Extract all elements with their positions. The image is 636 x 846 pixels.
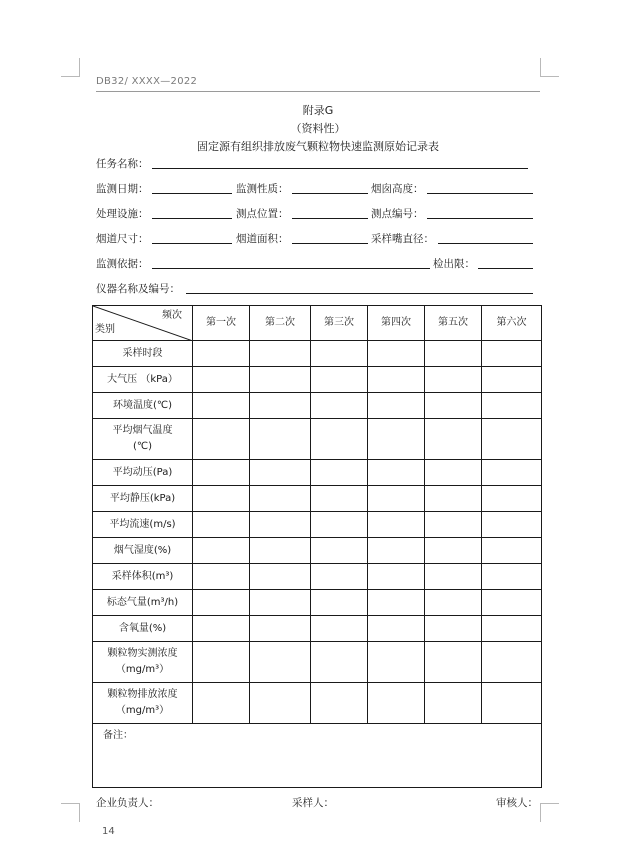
row-label-cell [93,642,193,683]
data-cell[interactable] [193,616,250,642]
data-cell[interactable] [368,419,425,460]
point-position-label: 测点位置： [236,208,289,220]
detection-limit-field[interactable] [478,268,533,269]
manager-signature-label: 企业负责人： [96,797,159,809]
flue-area-field[interactable] [292,243,368,244]
row-label-cell [93,393,193,419]
stack-height-field[interactable] [427,193,533,194]
row-label: 平均流速(m/s) [109,518,176,530]
table-row [93,393,542,419]
row-label: 含氧量(%) [118,622,167,634]
data-cell[interactable] [311,642,368,683]
column-header: 第三次 [311,306,368,341]
data-cell[interactable] [250,419,311,460]
data-cell[interactable] [311,367,368,393]
data-cell[interactable] [482,616,542,642]
data-cell[interactable] [250,616,311,642]
data-cell[interactable] [311,486,368,512]
data-cell[interactable] [250,683,311,724]
data-cell[interactable] [311,460,368,486]
nozzle-diameter-label: 采样嘴直径： [371,233,434,245]
data-cell[interactable] [368,683,425,724]
basis-field[interactable] [152,268,430,269]
row-label: 环境温度(℃) [112,399,173,411]
treatment-field[interactable] [152,218,232,219]
header-divider [96,91,540,92]
data-cell[interactable] [193,642,250,683]
data-cell[interactable] [368,616,425,642]
appendix-title: 附录G [302,104,334,117]
data-cell[interactable] [368,460,425,486]
column-header: 第二次 [250,306,311,341]
row-label-cell [93,564,193,590]
standard-code: DB32/ XXXX—2022 [96,76,198,87]
data-cell[interactable] [311,564,368,590]
column-header: 第五次 [425,306,482,341]
point-number-label: 测点编号： [371,208,424,220]
row-label-unit: （mg/m³） [115,705,170,716]
table-row [93,616,542,642]
data-cell[interactable] [425,460,482,486]
row-label-cell [93,512,193,538]
row-label: 平均动压(Pa) [112,466,173,478]
data-cell[interactable] [311,419,368,460]
crop-mark-bottom-left [61,803,80,822]
corner-category-label: 类别 [95,324,115,335]
data-cell[interactable] [425,564,482,590]
row-label: 烟气湿度(%) [113,544,172,556]
column-header: 第四次 [368,306,425,341]
instrument-label: 仪器名称及编号： [96,283,180,295]
monitor-nature-label: 监测性质： [236,183,289,195]
monitor-date-field[interactable] [152,193,232,194]
data-cell[interactable] [193,590,250,616]
data-cell[interactable] [250,642,311,683]
basis-label: 监测依据： [96,258,149,270]
remark-cell[interactable] [93,724,542,788]
monitor-date-label: 监测日期： [96,183,149,195]
row-label-cell [93,460,193,486]
table-row [93,460,542,486]
data-cell[interactable] [311,538,368,564]
data-cell[interactable] [425,419,482,460]
record-table [92,305,542,788]
data-cell[interactable] [311,512,368,538]
data-cell[interactable] [482,460,542,486]
row-label-cell [93,538,193,564]
data-cell[interactable] [193,486,250,512]
table-row [93,683,542,724]
table-row [93,538,542,564]
point-number-field[interactable] [427,218,533,219]
sampler-signature-label: 采样人： [292,797,334,809]
data-cell[interactable] [368,590,425,616]
data-cell[interactable] [193,683,250,724]
row-label-unit: (℃) [132,441,153,452]
data-cell[interactable] [368,642,425,683]
table-row [93,486,542,512]
data-cell[interactable] [482,367,542,393]
data-cell[interactable] [368,538,425,564]
row-label: 颗粒物排放浓度 [107,689,178,700]
data-cell[interactable] [193,538,250,564]
flue-area-label: 烟道面积： [236,233,289,245]
data-cell[interactable] [250,538,311,564]
data-cell[interactable] [482,393,542,419]
reviewer-signature-label: 审核人： [496,797,538,809]
stack-height-label: 烟囱高度： [371,183,424,195]
data-cell[interactable] [250,393,311,419]
data-cell[interactable] [368,341,425,367]
row-label: 采样体积(m³) [111,570,174,582]
remark-row [93,724,542,788]
row-label-cell [93,486,193,512]
data-cell[interactable] [425,683,482,724]
data-cell[interactable] [425,616,482,642]
table-row [93,419,542,460]
data-cell[interactable] [311,683,368,724]
remark-label: 备注： [103,730,133,741]
data-cell[interactable] [193,341,250,367]
data-cell[interactable] [311,590,368,616]
data-cell[interactable] [368,564,425,590]
row-label: 标态气量(m³/h) [106,596,179,608]
data-cell[interactable] [482,538,542,564]
crop-mark-bottom-right [540,803,559,822]
monitor-nature-field[interactable] [292,193,368,194]
data-cell[interactable] [311,616,368,642]
instrument-field[interactable] [186,293,533,294]
data-cell[interactable] [250,460,311,486]
row-label-cell [93,367,193,393]
row-label: 平均烟气温度 [112,425,173,436]
table-row [93,564,542,590]
data-cell[interactable] [425,486,482,512]
data-cell[interactable] [250,512,311,538]
data-cell[interactable] [425,367,482,393]
column-header: 第一次 [193,306,250,341]
data-cell[interactable] [368,512,425,538]
detection-limit-label: 检出限： [433,258,475,270]
row-label-cell [93,683,193,724]
task-name-label: 任务名称： [96,158,149,170]
table-row [93,367,542,393]
data-cell[interactable] [311,341,368,367]
row-label-unit: （mg/m³） [115,664,170,675]
data-cell[interactable] [368,367,425,393]
row-label: 颗粒物实测浓度 [107,648,178,659]
page-number: 14 [102,826,115,837]
data-cell[interactable] [250,341,311,367]
data-cell[interactable] [250,564,311,590]
data-cell[interactable] [193,393,250,419]
nozzle-diameter-field[interactable] [438,243,533,244]
data-cell[interactable] [250,486,311,512]
data-cell[interactable] [425,341,482,367]
table-row [93,512,542,538]
corner-frequency-label: 频次 [162,310,182,321]
row-label: 采样时段 [122,347,163,359]
data-cell[interactable] [193,419,250,460]
data-cell[interactable] [482,642,542,683]
data-cell[interactable] [482,486,542,512]
data-cell[interactable] [482,683,542,724]
row-label-cell [93,419,193,460]
row-label-cell [93,341,193,367]
data-cell[interactable] [425,512,482,538]
data-cell[interactable] [482,419,542,460]
data-cell[interactable] [368,486,425,512]
data-cell[interactable] [482,512,542,538]
table-header-row [93,306,542,341]
row-label-cell [93,616,193,642]
data-cell[interactable] [425,538,482,564]
crop-mark-top-right [540,58,559,77]
data-cell[interactable] [250,367,311,393]
crop-mark-top-left [61,58,80,77]
data-cell[interactable] [193,460,250,486]
row-label: 大气压 （kPa） [107,373,178,385]
data-cell[interactable] [425,642,482,683]
form-title: 固定源有组织排放废气颗粒物快速监测原始记录表 [197,140,439,153]
corner-cell [93,306,193,341]
point-position-field[interactable] [292,218,368,219]
table-row [93,590,542,616]
data-cell[interactable] [482,590,542,616]
data-cell[interactable] [368,393,425,419]
data-cell[interactable] [425,393,482,419]
row-label-cell [93,590,193,616]
data-cell[interactable] [193,564,250,590]
treatment-label: 处理设施： [96,208,149,220]
data-cell[interactable] [193,367,250,393]
data-cell[interactable] [482,341,542,367]
column-header: 第六次 [482,306,542,341]
appendix-nature: （资料性） [290,122,346,135]
table-row [93,341,542,367]
data-cell[interactable] [193,512,250,538]
flue-size-field[interactable] [152,243,232,244]
data-cell[interactable] [482,564,542,590]
task-name-field[interactable] [152,168,528,169]
data-cell[interactable] [311,393,368,419]
data-cell[interactable] [425,590,482,616]
table-row [93,642,542,683]
row-label: 平均静压(kPa) [109,492,176,504]
flue-size-label: 烟道尺寸： [96,233,149,245]
data-cell[interactable] [250,590,311,616]
